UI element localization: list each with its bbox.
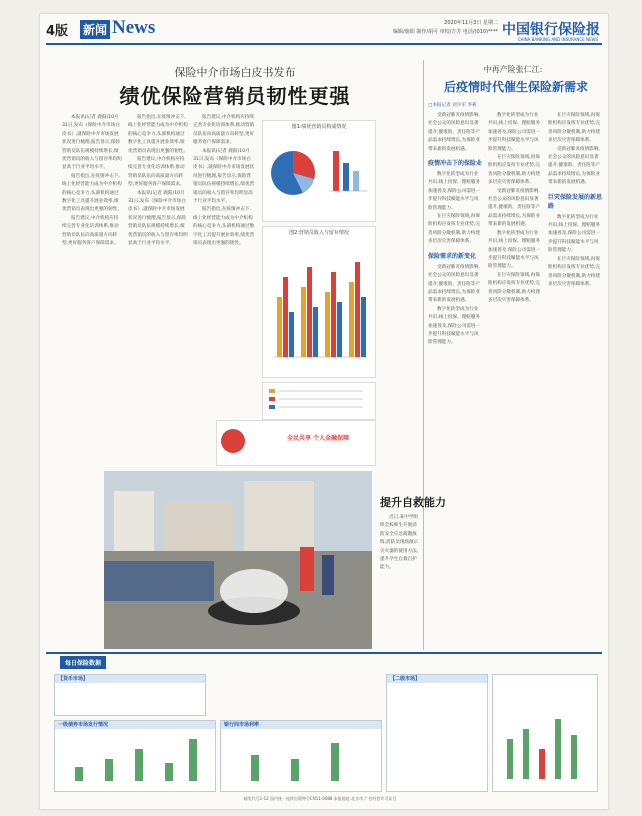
header-rule bbox=[46, 43, 602, 45]
student bbox=[322, 555, 334, 595]
right-headline: 后疫情时代催生保险新需求 bbox=[443, 80, 588, 94]
right-byline: □本报记者 刘少军 李莉 bbox=[428, 103, 477, 108]
right-subhead-3: 巨灾保险发展的新思路 bbox=[548, 193, 602, 210]
newspaper-page bbox=[40, 14, 608, 809]
figure-1 bbox=[262, 120, 376, 222]
fig2-bar bbox=[313, 307, 318, 357]
photo-graphic bbox=[104, 471, 372, 649]
firefighter bbox=[300, 547, 314, 591]
money-market-table bbox=[54, 674, 206, 716]
ad-block bbox=[216, 420, 376, 466]
bond-bar bbox=[105, 759, 113, 781]
bar-3 bbox=[353, 171, 359, 191]
photo-title: 提升自救能力 bbox=[380, 496, 446, 509]
interbank-rate-chart bbox=[220, 720, 382, 792]
lead-para-2c: 报告指出,在疫情冲击下,线上化经营能力成为中介机构的核心竞争力,头部机构通过数字化工具提升展业效率,绩优营销员表现出更强的韧性。 bbox=[193, 207, 255, 247]
right-para-3c: 在巨灾保险领域,再保险机构应发挥专业优势,完善风险分散机制,助力构建多层次灾害保障体系。 bbox=[488, 155, 540, 186]
interbank-bars bbox=[221, 729, 381, 789]
ad-logo-icon bbox=[221, 429, 245, 453]
lead-column-3 bbox=[193, 114, 255, 464]
lead-column-2 bbox=[128, 114, 188, 464]
photo-caption-text: 近日,某中学组织全校师生开展消防安全应急疏散演练,消防员现场演示灭火器的使用方法,提升学生自救自护能力。 bbox=[380, 515, 419, 571]
building bbox=[114, 491, 154, 551]
fig2-bar bbox=[361, 297, 366, 357]
figure-1-graphic bbox=[263, 131, 375, 221]
section-english: News bbox=[112, 17, 156, 38]
legend-swatch bbox=[269, 397, 275, 401]
fig2-group-1 bbox=[277, 277, 294, 357]
ad-label: 全民共享 个人金融保障 bbox=[287, 435, 350, 442]
right-para-3e: 在巨灾保险领域,再保险机构应发挥专业优势,完善风险分散机制,助力构建多层次灾害保障体系。 bbox=[548, 113, 600, 144]
bar-1 bbox=[333, 151, 339, 191]
bar-2 bbox=[343, 163, 349, 191]
right-para-2: 数字化转型成为行业共识,线上投保、理赔服务加速普及,保险公司需进一步提升科技赋能水平与风险管理能力。 bbox=[428, 172, 480, 211]
secondary-market-table bbox=[386, 674, 488, 792]
secondary-market-chart bbox=[492, 674, 598, 792]
secondary-market-graphic bbox=[493, 679, 597, 789]
fig2-bar bbox=[277, 297, 282, 357]
fig2-group-4 bbox=[349, 262, 366, 357]
page-footer: 邮发代号1-12 国内统一连续出版物号CN11-0088 本报地址:北京市 广告经营许可证号 bbox=[243, 796, 397, 801]
news-photo bbox=[104, 471, 372, 649]
fig2-bar bbox=[307, 267, 312, 357]
right-subhead-1: 疫情冲击下的保险业 bbox=[428, 160, 482, 168]
lead-para-3c: 报告建议,中介机构应持续完善专业化培训体系,推动营销员队伍向高质量方向转型,更好服务客户保障需求。 bbox=[193, 115, 255, 146]
header-meta bbox=[393, 19, 498, 37]
date-line: 2020年11月3日 星期二 bbox=[444, 20, 498, 26]
secondary-market-title: 【二级市场】 bbox=[387, 675, 487, 683]
right-para-3d: 在巨灾保险领域,再保险机构应发挥专业优势,完善风险分散机制,助力构建多层次灾害保障体系。 bbox=[488, 272, 540, 303]
lead-para-2: 报告指出,在疫情冲击下,线上化经营能力成为中介机构的核心竞争力,头部机构通过数字化工具提升展业效率,绩优营销员表现出更强的韧性。 bbox=[62, 173, 122, 213]
masthead-subtitle: CHINA BANKING AND INSURANCE NEWS bbox=[517, 37, 598, 42]
fig2-bar bbox=[289, 312, 294, 357]
right-para-2d: 数字化转型成为行业共识,线上投保、理赔服务加速普及,保险公司需进一步提升科技赋能水平与风险管理能力。 bbox=[488, 230, 540, 270]
lead-para-1c: 本报讯(记者 鹿阳)10月31日,发布《保险中介市场白皮书》,就保险中介市场发展状况进行梳理,报告显示,保险营销员队伍规模持续增长,绩优营销员的收入与留存率均明显高于行业平均水平。 bbox=[193, 148, 255, 205]
editor-line: 编辑/鹿阳 制作/胡可 审校/方芳 电话/(010)**** bbox=[393, 29, 498, 35]
fig2-bar bbox=[355, 262, 360, 357]
legend-swatch bbox=[269, 405, 275, 409]
rate-bar bbox=[331, 743, 339, 781]
bond-bar bbox=[75, 767, 83, 781]
figure-2 bbox=[262, 226, 376, 378]
figure-1-title: 图1:绩优营销员构成情况 bbox=[291, 124, 347, 130]
right-column-2 bbox=[488, 112, 542, 652]
right-para-1c: 受新冠肺炎疫情影响,社会公众的风险意识显著提升,健康险、责任险等产品需求持续增长,为保险业带来新的发展机遇。 bbox=[488, 188, 540, 228]
data-band-label: 每日保险数据 bbox=[60, 656, 106, 669]
legend-graphic bbox=[263, 383, 375, 419]
right-para-1e: 受新冠肺炎疫情影响,社会公众的风险意识显著提升,健康险、责任险等产品需求持续增长,为保险业带来新的发展机遇。 bbox=[548, 146, 600, 186]
right-para-2c: 数字化转型成为行业共识,线上投保、理赔服务加速普及,保险公司需进一步提升科技赋能水平与风险管理能力。 bbox=[488, 113, 540, 152]
market-bar bbox=[507, 739, 513, 779]
bond-bar bbox=[135, 749, 143, 781]
fig2-bar bbox=[325, 292, 330, 357]
lead-para-3b: 报告建议,中介机构应持续完善专业化培训体系,推动营销员队伍向高质量方向转型,更好服务客户保障需求。 bbox=[128, 157, 185, 188]
primary-bond-bars bbox=[55, 729, 215, 789]
page-header bbox=[46, 16, 602, 42]
right-subhead-2: 保险需求的新变化 bbox=[428, 252, 477, 260]
rate-bar bbox=[251, 755, 259, 781]
right-column-3 bbox=[548, 112, 602, 652]
fig2-bar bbox=[349, 282, 354, 357]
right-para-3: 在巨灾保险领域,再保险机构应发挥专业优势,完善风险分散机制,助力构建多层次灾害保障体系。 bbox=[428, 214, 480, 245]
section-tag: 新闻 bbox=[80, 20, 110, 39]
masthead: 中国银行保险报 bbox=[502, 22, 600, 38]
lead-column-1 bbox=[62, 114, 122, 464]
bond-bar bbox=[165, 763, 173, 781]
fig2-bar bbox=[283, 277, 288, 357]
page-number: 4版 bbox=[46, 24, 69, 39]
legend-swatch bbox=[269, 389, 275, 393]
fig2-group-3 bbox=[325, 272, 342, 357]
column-divider bbox=[423, 60, 424, 650]
data-band bbox=[46, 652, 602, 670]
right-para-2e: 数字化转型成为行业共识,线上投保、理赔服务加速普及,保险公司需进一步提升科技赋能水平与风险管理能力。 bbox=[548, 214, 600, 254]
lead-para-1: 本报讯(记者 鹿阳)10月31日,发布《保险中介市场白皮书》,就保险中介市场发展状况进行梳理,报告显示,保险营销员队伍规模持续增长,绩优营销员的收入与留存率均明显高于行业平均水平。 bbox=[62, 115, 122, 171]
lead-headline: 绩优保险营销员韧性更强 bbox=[119, 84, 351, 108]
right-para-2b: 数字化转型成为行业共识,线上投保、理赔服务加速普及,保险公司需进一步提升科技赋能水平与风险管理能力。 bbox=[428, 306, 480, 346]
money-market-title: 【货币市场】 bbox=[55, 675, 205, 683]
building bbox=[244, 481, 314, 551]
extinguisher-smoke bbox=[220, 569, 288, 613]
fig2-bar bbox=[301, 287, 306, 357]
market-bar bbox=[539, 749, 545, 779]
primary-bond-chart bbox=[54, 720, 216, 792]
right-kicker: 中再产险张仁江: bbox=[483, 65, 543, 74]
bond-bar bbox=[189, 739, 197, 781]
right-para-1: 受新冠肺炎疫情影响,社会公众的风险意识显著提升,健康险、责任险等产品需求持续增长,为保险业带来新的发展机遇。 bbox=[428, 113, 480, 152]
crowd bbox=[104, 561, 214, 601]
interbank-rate-title: 银行间市场利率 bbox=[221, 721, 381, 729]
primary-bond-chart-title: 一级债券市场发行情况 bbox=[55, 721, 215, 729]
market-bar bbox=[571, 735, 577, 779]
figure-legend-box bbox=[262, 382, 376, 420]
lead-para-2b: 报告指出,在疫情冲击下,线上化经营能力成为中介机构的核心竞争力,头部机构通过数字化工具提升展业效率,绩优营销员表现出更强的韧性。 bbox=[128, 115, 188, 154]
market-bar bbox=[523, 729, 529, 779]
lead-para-3: 报告建议,中介机构应持续完善专业化培训体系,推动营销员队伍向高质量方向转型,更好服务客户保障需求。 bbox=[62, 215, 119, 247]
building bbox=[164, 501, 234, 551]
fig2-bar bbox=[331, 272, 336, 357]
figure-2-title: 图2:营销员收入与留存情况 bbox=[289, 230, 349, 236]
right-para-1b: 受新冠肺炎疫情影响,社会公众的风险意识显著提升,健康险、责任险等产品需求持续增长,为保险业带来新的发展机遇。 bbox=[428, 264, 480, 304]
right-para-3f: 在巨灾保险领域,再保险机构应发挥专业优势,完善风险分散机制,助力构建多层次灾害保障体系。 bbox=[548, 256, 600, 287]
figure-2-graphic bbox=[263, 237, 375, 377]
lead-kicker: 保险中介市场白皮书发布 bbox=[174, 66, 296, 79]
market-bar bbox=[555, 719, 561, 779]
fig2-bar bbox=[337, 302, 342, 357]
lead-para-1b: 本报讯(记者 鹿阳)10月31日,发布《保险中介市场白皮书》,就保险中介市场发展状况进行梳理,报告显示,保险营销员队伍规模持续增长,绩优营销员的收入与留存率均明显高于行业平均水平。 bbox=[128, 190, 188, 247]
right-column-1 bbox=[428, 112, 482, 652]
fig2-group-2 bbox=[301, 267, 318, 357]
photo-caption bbox=[380, 514, 420, 644]
rate-bar bbox=[291, 759, 299, 781]
